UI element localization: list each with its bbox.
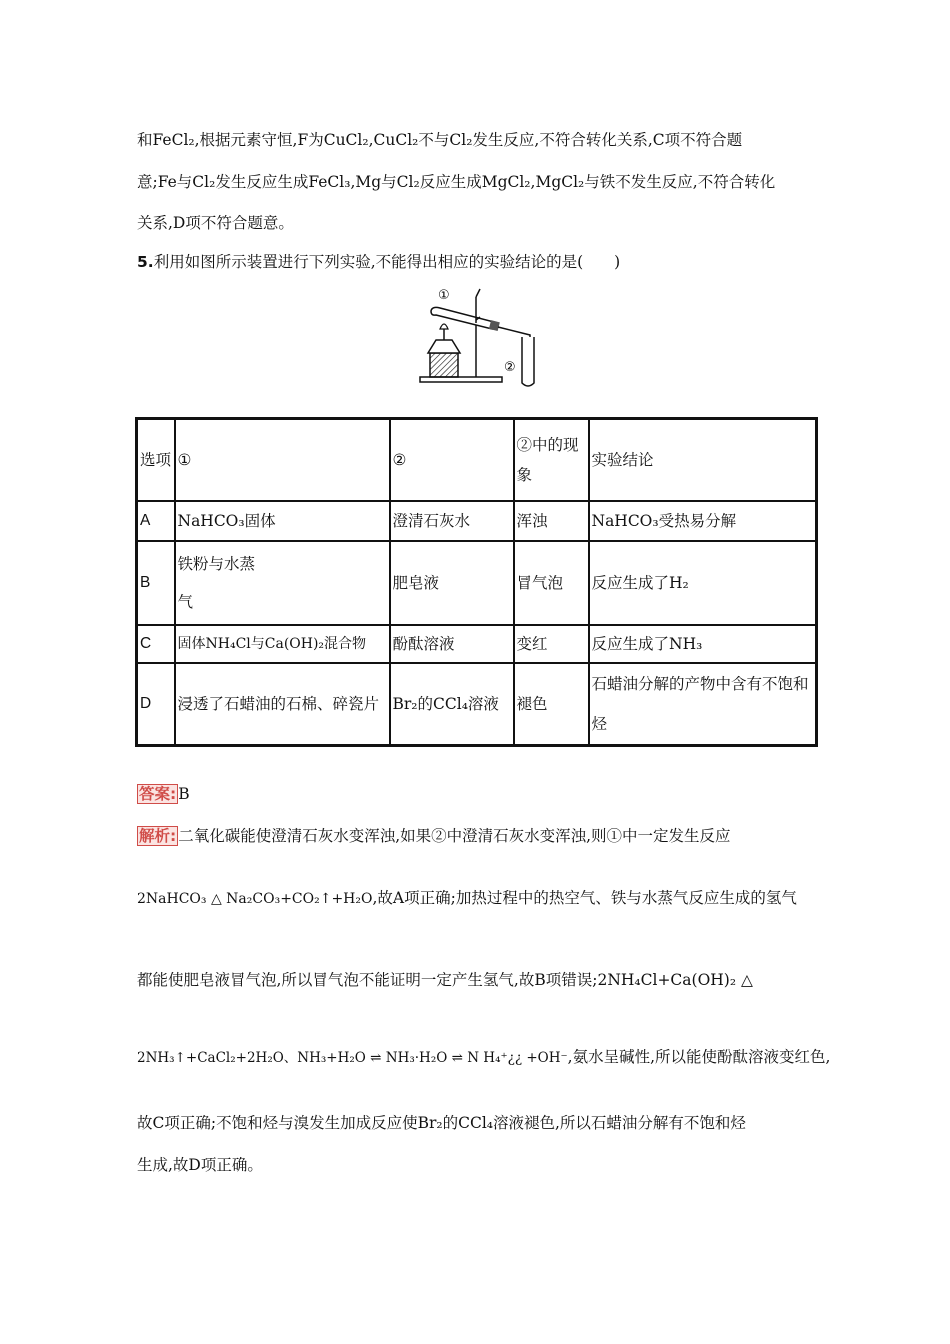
flame	[440, 324, 448, 329]
row-phenomenon: 浑浊	[514, 501, 589, 541]
analysis-text-2: ,故A项正确;加热过程中的热空气、铁与水蒸气反应生成的氢气	[372, 889, 797, 907]
row-reagent-2: 酚酞溶液	[390, 625, 514, 663]
row-phenomenon: 冒气泡	[514, 541, 589, 625]
answer-value: B	[178, 785, 190, 803]
row-reagent-2: 肥皂液	[390, 541, 514, 625]
header-reagent-1: ①	[175, 419, 390, 501]
row-reagent-1: NaHCO₃固体	[175, 501, 390, 541]
table-row	[137, 501, 817, 541]
equation-1: 2NaHCO₃ △ Na₂CO₃+CO₂↑+H₂O	[137, 891, 373, 907]
table-header-row	[137, 419, 817, 501]
test-tube-2	[522, 337, 534, 386]
analysis-line-5: 故C项正确;不饱和烃与溴发生加成反应使Br₂的CCl₄溶液褪色,所以石蜡油分解有不饱和烃	[137, 1114, 746, 1132]
header-conclusion: 实验结论	[589, 419, 817, 501]
row-reagent-2: Br₂的CCl₄溶液	[390, 663, 514, 746]
header-option: 选项	[137, 419, 175, 501]
alcohol-lamp	[428, 340, 460, 353]
table-row	[137, 663, 817, 746]
row-reagent-1: 铁粉与水蒸气	[175, 541, 390, 625]
intro-line-1: 和FeCl₂,根据元素守恒,F为CuCl₂,CuCl₂不与Cl₂发生反应,不符合转化关系,C项不符合题	[137, 131, 743, 149]
row-phenomenon: 褪色	[514, 663, 589, 746]
row-conclusion: 反应生成了H₂	[589, 541, 817, 625]
question-stem	[137, 250, 620, 272]
row-reagent-2: 澄清石灰水	[390, 501, 514, 541]
lamp-block	[430, 353, 458, 377]
table-row	[137, 541, 817, 625]
apparatus-figure	[418, 285, 548, 390]
row-conclusion: 石蜡油分解的产物中含有不饱和烃	[589, 663, 817, 746]
figure-label-2: ②	[504, 360, 516, 375]
question-number: 5.	[137, 253, 154, 271]
analysis-label: 解析:	[139, 827, 177, 845]
row-conclusion: NaHCO₃受热易分解	[589, 501, 817, 541]
row-option: D	[137, 663, 175, 746]
analysis-text-1: 二氧化碳能使澄清石灰水变浑浊,如果②中澄清石灰水变浑浊,则①中一定发生反应	[178, 827, 731, 845]
analysis-line-4	[137, 1045, 830, 1067]
question-text: 利用如图所示装置进行下列实验,不能得出相应的实验结论的是( )	[153, 253, 621, 271]
analysis-line-3: 都能使肥皂液冒气泡,所以冒气泡不能证明一定产生氢气,故B项错误;2NH₄Cl+Ca(OH)₂ △	[137, 971, 753, 989]
row-option: B	[137, 541, 175, 625]
header-reagent-2: ②	[390, 419, 514, 501]
header-phenomenon: ②中的现象	[514, 419, 589, 501]
figure-label-1: ①	[438, 288, 450, 303]
answer-label: 答案:	[139, 785, 177, 803]
intro-line-2: 意;Fe与Cl₂发生反应生成FeCl₃,Mg与Cl₂反应生成MgCl₂,MgCl₂与铁不发生反应,不符合转化	[137, 173, 776, 191]
analysis-line-2	[137, 886, 797, 908]
row-phenomenon: 变红	[514, 625, 589, 663]
row-option: C	[137, 625, 175, 663]
intro-line-3: 关系,D项不符合题意。	[137, 214, 294, 232]
row-conclusion: 反应生成了NH₃	[589, 625, 817, 663]
analysis-text-4: ,氨水呈碱性,所以能使酚酞溶液变红色,	[567, 1048, 831, 1066]
options-table	[135, 417, 818, 747]
row-reagent-1: 固体NH₄Cl与Ca(OH)₂混合物	[175, 625, 390, 663]
row-option: A	[137, 501, 175, 541]
table-row	[137, 625, 817, 663]
analysis-line-1	[137, 824, 731, 846]
test-tube-1	[431, 307, 494, 329]
analysis-line-6: 生成,故D项正确。	[137, 1156, 263, 1174]
answer-line	[137, 784, 190, 804]
row-reagent-1: 浸透了石蜡油的石棉、碎瓷片	[175, 663, 390, 746]
equation-2: 2NH₃↑+CaCl₂+2H₂O、NH₃+H₂O ⇌ NH₃·H₂O ⇌ N H₄⁺¿¿ +OH⁻	[137, 1050, 568, 1066]
